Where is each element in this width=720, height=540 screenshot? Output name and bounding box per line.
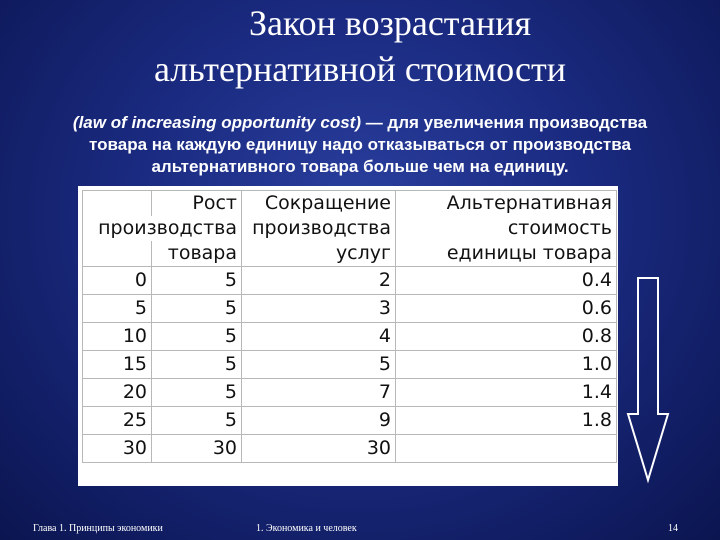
table-cell: 25 [83, 407, 152, 435]
table-cell: 20 [83, 379, 152, 407]
footer-page-number: 14 [668, 523, 678, 534]
header-cell: единицы товара [396, 241, 617, 267]
table-row [83, 323, 617, 351]
table-cell: 30 [242, 435, 396, 463]
title-line-1: Закон возрастания [248, 3, 532, 43]
table-cell: 5 [152, 323, 242, 351]
table-row [83, 351, 617, 379]
title-line-2: альтернативной стоимости [153, 49, 566, 89]
header-row [83, 191, 617, 217]
table-cell: 5 [152, 379, 242, 407]
table-cell: 4 [242, 323, 396, 351]
table-row [83, 435, 617, 463]
header-row [83, 216, 617, 241]
table-cell: 5 [242, 351, 396, 379]
table-row [83, 295, 617, 323]
table-cell: 0.6 [396, 295, 617, 323]
footer-chapter: Глава 1. Принципы экономики [33, 523, 163, 534]
table-row [83, 379, 617, 407]
table-cell: 9 [242, 407, 396, 435]
down-arrow-outline-icon [626, 276, 670, 484]
table-cell: 5 [83, 295, 152, 323]
opportunity-cost-table [82, 190, 617, 463]
table-cell: 0.8 [396, 323, 617, 351]
description-text-2: товара на каждую единицу надо отказываться от производства [89, 135, 631, 154]
table-cell: 5 [152, 351, 242, 379]
table-cell: 1.0 [396, 351, 617, 379]
table-body [83, 267, 617, 463]
table-cell: 0.4 [396, 267, 617, 295]
footer-section: 1. Экономика и человек [256, 523, 357, 534]
slide-title [0, 0, 720, 92]
table-cell: 0 [83, 267, 152, 295]
header-cell: Сокращение [242, 191, 396, 217]
header-row [83, 241, 617, 267]
table-cell: 1.4 [396, 379, 617, 407]
header-cell [83, 191, 152, 217]
header-cell: Рост [152, 191, 242, 217]
table-cell: 10 [83, 323, 152, 351]
table-cell: 30 [152, 435, 242, 463]
header-cell [83, 241, 152, 267]
table-cell: 7 [242, 379, 396, 407]
header-cell: производства [242, 216, 396, 241]
table-row [83, 407, 617, 435]
table-cell: 3 [242, 295, 396, 323]
table-cell: 5 [152, 407, 242, 435]
table-cell [396, 435, 617, 463]
description [30, 112, 690, 178]
header-cell: производства [83, 216, 242, 241]
table-cell: 2 [242, 267, 396, 295]
header-cell: товара [152, 241, 242, 267]
table-container [78, 186, 618, 486]
header-cell: Альтернативная [396, 191, 617, 217]
table-cell: 30 [83, 435, 152, 463]
table-row [83, 267, 617, 295]
table-cell: 5 [152, 267, 242, 295]
table-cell: 1.8 [396, 407, 617, 435]
description-text-3: альтернативного товара больше чем на единицу. [151, 157, 569, 176]
table-cell: 5 [152, 295, 242, 323]
table-header [83, 191, 617, 267]
description-english-term: (law of increasing opportunity cost) [72, 113, 361, 132]
header-cell: стоимость [396, 216, 617, 241]
table-cell: 15 [83, 351, 152, 379]
header-cell: услуг [242, 241, 396, 267]
description-text-1: — для увеличения производства [360, 113, 648, 132]
